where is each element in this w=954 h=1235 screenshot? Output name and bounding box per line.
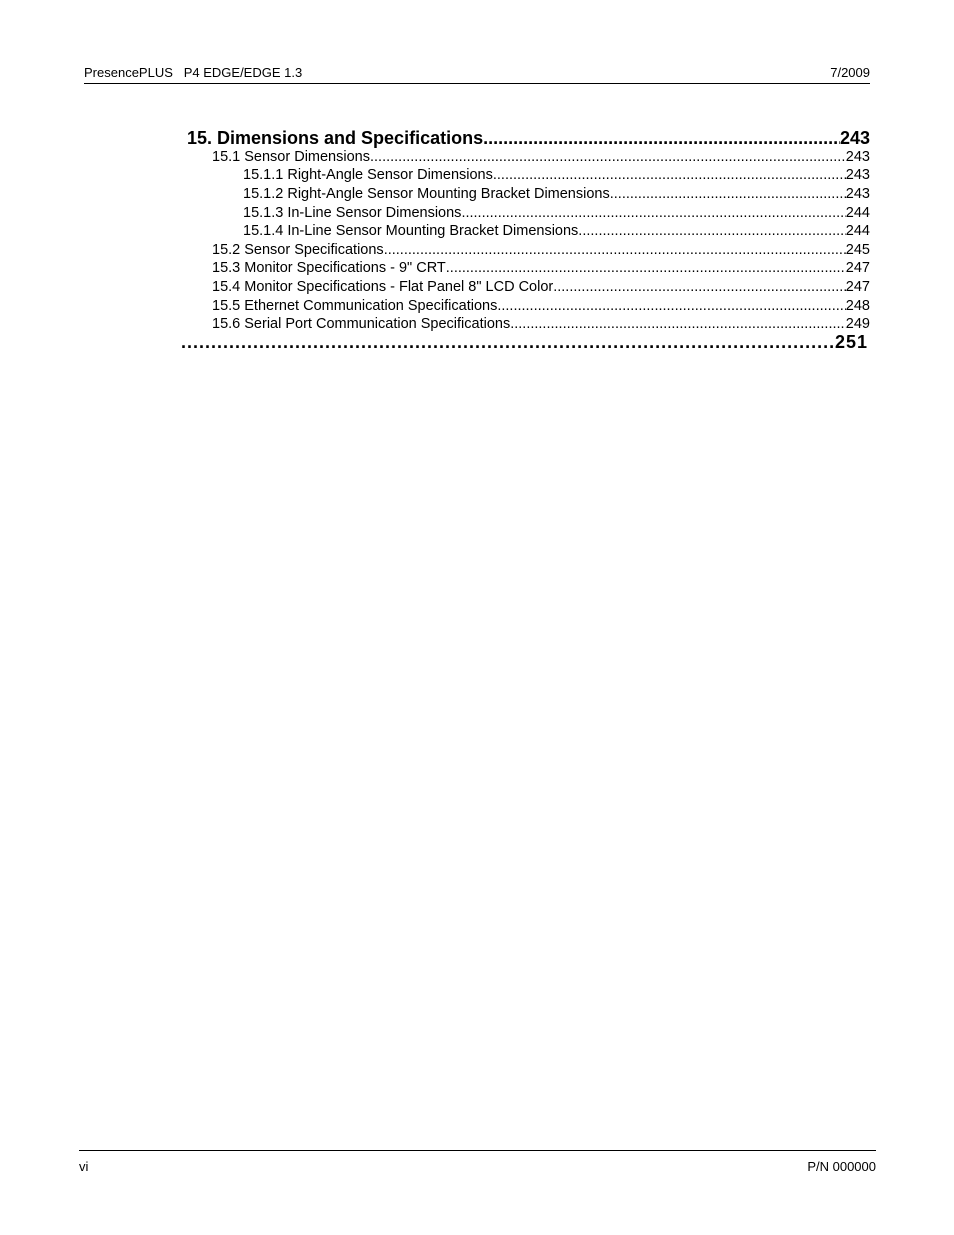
footer-page-number: vi: [79, 1159, 89, 1174]
toc-entry-page: 247: [845, 279, 870, 295]
toc-entry-label: 15.1.4 In-Line Sensor Mounting Bracket Dimensions: [243, 223, 579, 239]
toc-entry-label: 15.1 Sensor Dimensions: [212, 149, 370, 165]
toc-entry-page: 243: [845, 149, 870, 165]
toc-dot-leader: [553, 279, 846, 295]
toc-entry-label: 15.1.1 Right-Angle Sensor Dimensions: [243, 167, 493, 183]
toc-entry[interactable]: [243, 186, 870, 204]
footer-part-number: P/N 000000: [807, 1159, 876, 1174]
toc-dot-leader: [446, 260, 846, 276]
toc-entry-page: 245: [845, 242, 870, 258]
toc-entry-page: 244: [845, 223, 870, 239]
toc-entry-label: 15.1.3 In-Line Sensor Dimensions: [243, 205, 462, 221]
toc-index-entry[interactable]: [181, 332, 868, 354]
toc-dot-leader: [461, 205, 845, 221]
toc-entry-label: 15.1.2 Right-Angle Sensor Mounting Bracket Dimensions: [243, 186, 610, 202]
toc-entry-label: 15.3 Monitor Specifications - 9" CRT: [212, 260, 446, 276]
toc-dot-leader: [181, 332, 835, 353]
page-header: [84, 64, 870, 84]
page-footer: [79, 1150, 876, 1174]
toc-entry-label: 15.2 Sensor Specifications: [212, 242, 384, 258]
toc-entry[interactable]: [243, 205, 870, 223]
toc-entry[interactable]: [243, 167, 870, 185]
toc-entry[interactable]: [212, 242, 870, 260]
toc-entry-label: 15.5 Ethernet Communication Specifications: [212, 298, 498, 314]
toc-dot-leader: [370, 149, 846, 165]
toc-entry-page: 243: [845, 167, 870, 183]
toc-chapter-entry[interactable]: [187, 128, 870, 150]
toc-entry[interactable]: [212, 260, 870, 278]
header-title: PresencePLUS P4 EDGE/EDGE 1.3: [84, 65, 303, 80]
toc-chapter-page: 243: [839, 128, 870, 148]
toc-index-page: 251: [834, 332, 868, 352]
toc-entry[interactable]: [212, 279, 870, 297]
toc-dot-leader: [493, 167, 846, 183]
toc-chapter-label: 15. Dimensions and Specifications: [187, 128, 484, 148]
toc-entry-page: 249: [845, 316, 870, 332]
toc-dot-leader: [510, 316, 846, 332]
toc-entry-page: 247: [845, 260, 870, 276]
toc-dot-leader: [483, 128, 840, 149]
toc-entry[interactable]: [243, 223, 870, 241]
toc-dot-leader: [384, 242, 846, 258]
toc-dot-leader: [610, 186, 846, 202]
toc-dot-leader: [497, 298, 845, 314]
header-date: 7/2009: [830, 65, 870, 80]
toc-entry-page: 248: [845, 298, 870, 314]
toc-entry[interactable]: [212, 149, 870, 167]
toc-entry-label: 15.4 Monitor Specifications - Flat Panel 8" LCD Color: [212, 279, 554, 295]
toc-entry[interactable]: [212, 298, 870, 316]
toc-dot-leader: [578, 223, 846, 239]
toc-entry-page: 244: [845, 205, 870, 221]
toc-entry-page: 243: [845, 186, 870, 202]
toc-entry-label: 15.6 Serial Port Communication Specifications: [212, 316, 511, 332]
